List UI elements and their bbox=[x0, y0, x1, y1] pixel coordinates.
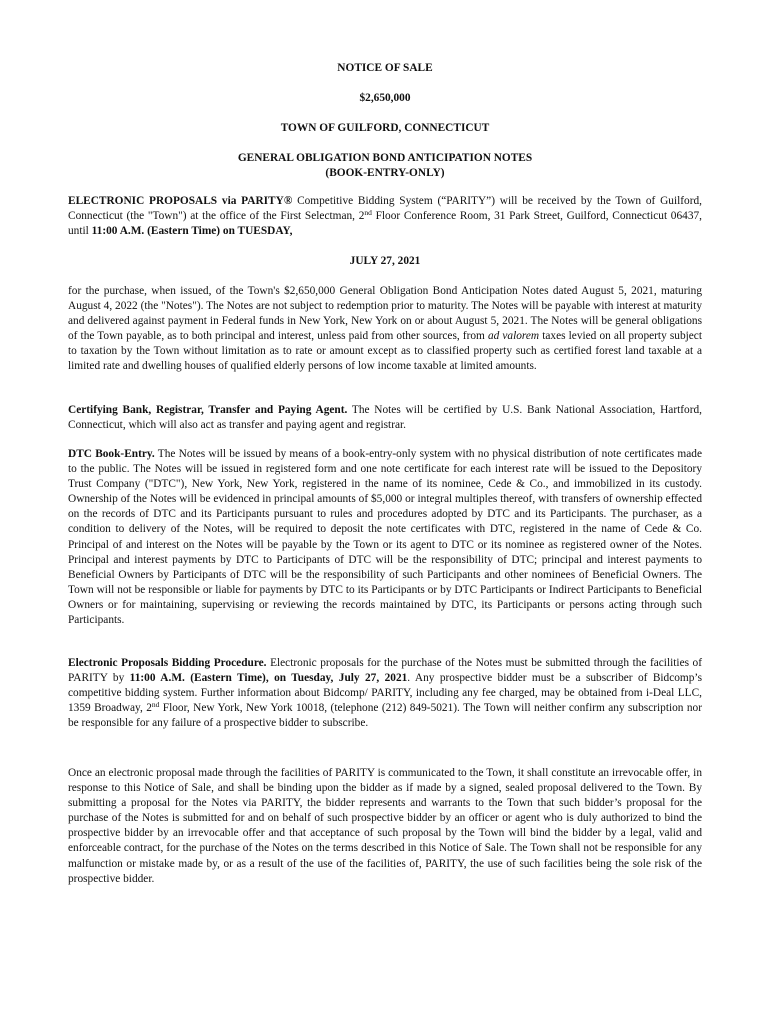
certifying-heading: Certifying Bank, Registrar, Transfer and Paying Agent. bbox=[68, 404, 348, 416]
intro-text2: Floor Conference Room, 31 Park Street, Guilford, Connecticut 06437, until bbox=[68, 210, 702, 238]
bidding-deadline: 11:00 A.M. (Eastern Time), on Tuesday, July 27, 2021 bbox=[129, 672, 408, 685]
notice-heading: NOTICE OF SALE bbox=[337, 62, 433, 74]
dtc-heading: DTC Book-Entry. bbox=[68, 448, 155, 460]
notes-title-line1: GENERAL OBLIGATION BOND ANTICIPATION NOTES bbox=[237, 152, 533, 164]
bidding-text2: . Any prospective bidder must be a subscriber of Bidcomp’s competitive bidding system. Further information about Bidcomp/ PARITY, including any fee charged, may be obtained from i-Deal LLC, 1359 Broadway, 2 bbox=[68, 672, 702, 715]
purchase-italic: ad valorem bbox=[487, 330, 540, 343]
amount-heading: $2,650,000 bbox=[359, 92, 411, 104]
sale-date: JULY 27, 2021 bbox=[349, 255, 421, 267]
certifying-text: The Notes will be certified by U.S. Bank National Association, Hartford, Connecticut, which will also act as transfer and paying agent and registrar. bbox=[68, 404, 702, 432]
purchase-text1: for the purchase, when issued, of the Town's $2,650,000 General Obligation Bond Anticipation Notes dated August 5, 2021, maturing August 4, 2022 (the "Notes"). The Notes are not subject to redemption prior to maturity. The Notes will be payable with interest at maturity and delivered against payment in Federal funds in New York, New York on or about August 5, 2021. The Notes will be general obligations of the Town payable, as to both principal and interest, unless paid from other sources, from bbox=[68, 285, 702, 343]
intro-sup: nd bbox=[364, 208, 372, 218]
bidding-text1: Electronic proposals for the purchase of the Notes must be submitted through the facilities of PARITY by bbox=[68, 657, 703, 685]
dtc-paragraph bbox=[68, 447, 702, 628]
town-heading: TOWN OF GUILFORD, CONNECTICUT bbox=[280, 122, 490, 134]
intro-time: 11:00 A.M. (Eastern Time) on TUESDAY, bbox=[91, 225, 293, 238]
bidding-text3: Floor, New York, New York 10018, (telephone (212) 849-5021). The Town will neither confirm any subscription nor be responsible for any failure of a prospective bidder to subscribe. bbox=[68, 702, 702, 730]
purchase-paragraph bbox=[68, 284, 702, 375]
notes-title bbox=[68, 151, 702, 181]
intro-lead: ELECTRONIC PROPOSALS via PARITY® bbox=[68, 195, 293, 207]
intro-text1: Competitive Bidding System (“PARITY”) will be received by the Town of Guilford, Connecticut (the "Town") at the office of the First Selectman, 2 bbox=[68, 195, 702, 223]
bidding-heading: Electronic Proposals Bidding Procedure. bbox=[68, 657, 267, 669]
once-paragraph bbox=[68, 766, 702, 887]
once-text: Once an electronic proposal made through the facilities of PARITY is communicated to the Town, it shall constitute an irrevocable offer, in response to this Notice of Sale, and shall be binding upon the bidder as if made by a signed, sealed proposal delivered to the Town. By submitting a proposal for the Notes via PARITY, the bidder represents and warrants to the Town that such bidder’s proposal for the purchase of the Notes is submitted for and on behalf of such prospective bidder by an officer or agent who is duly authorized to bind the prospective bidder by an irrevocable offer and that acceptance of such proposal by the Town will bind the bidder by a legal, valid and enforceable contract, for the purchase of the Notes on the terms described in this Notice of Sale. The Town shall not be responsible for any malfunction or mistake made by, or as a result of the use of the facilities of, PARITY, the use of such facilities being the sole risk of the prospective bidder. bbox=[68, 767, 702, 885]
bidding-sup: nd bbox=[151, 700, 160, 710]
notes-title-line2: (BOOK-ENTRY-ONLY) bbox=[325, 167, 445, 180]
dtc-text: The Notes will be issued by means of a book-entry-only system with no physical distribution of note certificates made to the public. The Notes will be issued in registered form and one note certificate for each interest rate will be issued to the Depository Trust Company ("DTC"), New York, New York, registered in the name of its nominee, Cede & Co., and immobilized in its custody. Ownership of the Notes will be evidenced in principal amounts of $5,000 or integral multiples thereof, with transfers of ownership effected on the records of DTC and its Participants pursuant to rules and procedures adopted by DTC and its Participants. The purchaser, as a condition to delivery of the Notes, will be required to deposit the note certificates with DTC, registered in the name of Cede & Co. Principal of and interest on the Notes will be payable by the Town or its agent to DTC or its nominee as registered owner of the Notes. Principal and interest payments by DTC to Participants of DTC will be the responsibility of DTC; principal and interest payments to Beneficial Owners by Participants of DTC will be the responsibility of such Participants and other nominees of Beneficial Owners. The Town will not be responsible or liable for payments by DTC to its Participants or by DTC Participants or Indirect Participants to Beneficial Owners or for maintaining, supervising or reviewing the records maintained by DTC, its Participants or persons acting through such Participants. bbox=[68, 448, 702, 627]
bidding-paragraph bbox=[68, 656, 702, 731]
intro-paragraph bbox=[68, 194, 702, 239]
purchase-text2: taxes levied on all property subject to taxation by the Town without limitation as to rate or amount except as to classified property such as certified forest land taxable at a limited rate and dwelling houses of qualified elderly persons of low income taxable at limited amounts. bbox=[68, 330, 702, 373]
certifying-paragraph bbox=[68, 403, 702, 433]
